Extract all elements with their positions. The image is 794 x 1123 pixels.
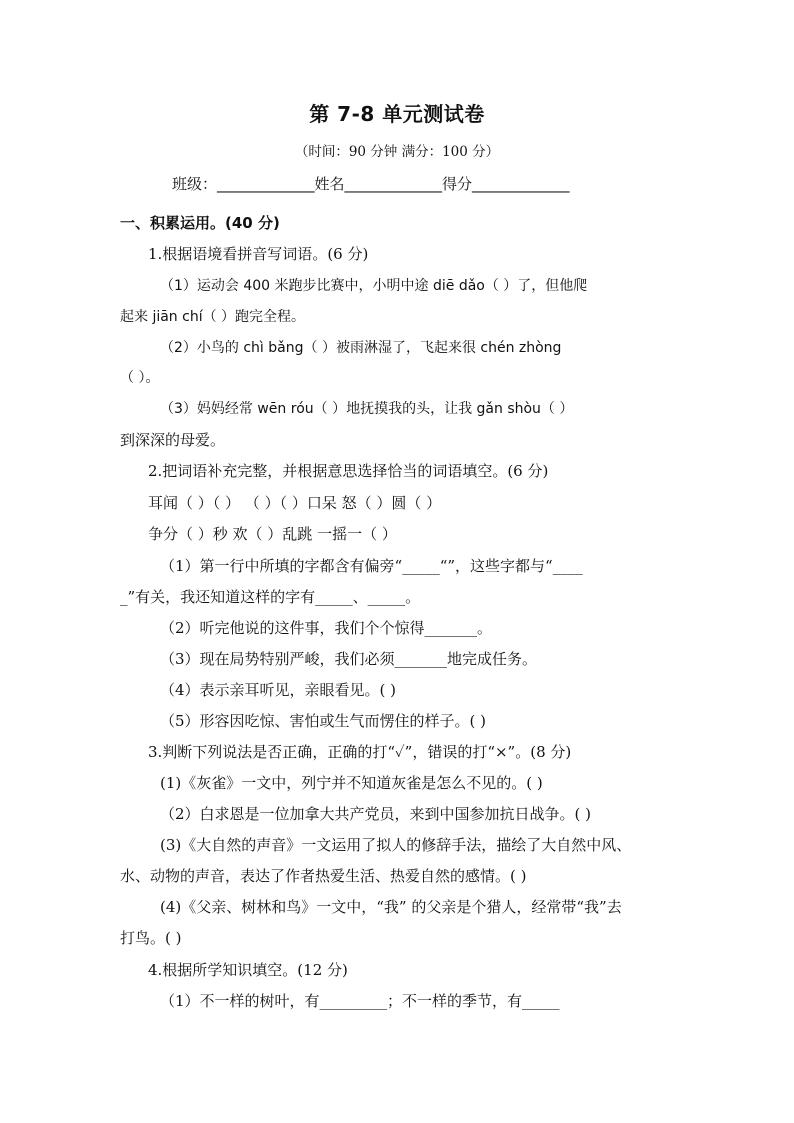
question-1-heading: 1.根据语境看拼音写词语。(6 分) (148, 245, 369, 263)
question-1-item-3-cont: 到深深的母爱。 (120, 431, 226, 449)
question-4-item-1: （1）不一样的树叶，有_________；不一样的季节，有_____ (160, 992, 560, 1010)
question-3-item-4: (4)《父亲、树林和鸟》一文中，“我” 的父亲是个猎人，经常带“我”去 (160, 898, 622, 916)
section-heading-1: 一、积累运用。(40 分) (120, 214, 280, 232)
question-2-words-row-2: 争分（ ）秒 欢（ ）乱跳 一摇一（ ） (148, 525, 397, 543)
student-info-line: 班级：_____________姓名_____________得分_____________ (172, 175, 570, 193)
question-2-item-2: （2）听完他说的这件事，我们个个惊得_______。 (160, 619, 493, 637)
question-2-item-1-cont: _”有关，我还知道这样的字有_____、_____。 (120, 588, 421, 606)
question-2-item-5: （5）形容因吃惊、害怕或生气而愣住的样子。( ) (160, 712, 487, 730)
page-title: 第 7-8 单元测试卷 (309, 102, 485, 126)
question-1-item-1-cont: 起来 jiān chí（ ）跑完全程。 (120, 309, 306, 325)
question-3-item-2: （2）白求恩是一位加拿大共产党员，来到中国参加抗日战争。( ) (160, 805, 592, 823)
question-2-words-row-1: 耳闻（ ）（ ） （ ）（ ）口呆 怒（ ）圆（ ） (148, 494, 442, 512)
question-3-item-3-cont: 水、动物的声音，表达了作者热爱生活、热爱自然的感情。( ) (120, 867, 527, 885)
question-3-item-3: (3)《大自然的声音》一文运用了拟人的修辞手法，描绘了大自然中风、 (160, 836, 632, 854)
question-2-item-4: （4）表示亲耳听见，亲眼看见。( ) (160, 681, 397, 699)
question-1-item-3: （3）妈妈经常 wēn róu（ ）地抚摸我的头，让我 gǎn shòu（ ） (160, 401, 574, 417)
question-3-item-1: (1)《灰雀》一文中，列宁并不知道灰雀是怎么不见的。( ) (160, 774, 543, 792)
question-3-item-4-cont: 打鸟。( ) (120, 929, 182, 947)
question-2-item-1: （1）第一行中所填的字都含有偏旁“_____“”，这些字都与“____ (160, 557, 583, 575)
question-3-heading: 3.判断下列说法是否正确，正确的打“✓”，错误的打“×”。(8 分) (148, 743, 572, 761)
question-1-item-1: （1）运动会 400 米跑步比赛中，小明中途 diē dǎo（ ）了，但他爬 (160, 278, 588, 294)
question-1-item-2-cont: （ ）。 (120, 370, 160, 386)
question-1-item-2: （2）小鸟的 chì bǎng（ ）被雨淋湿了，飞起来很 chén zhòng (160, 340, 562, 356)
question-2-heading: 2.把词语补充完整，并根据意思选择恰当的词语填空。(6 分) (148, 462, 549, 480)
question-2-item-3: （3）现在局势特别严峻，我们必须_______地完成任务。 (160, 650, 538, 668)
question-4-heading: 4.根据所学知识填空。(12 分) (148, 961, 348, 979)
exam-time-score: （时间：90 分钟 满分：100 分） (294, 144, 500, 160)
